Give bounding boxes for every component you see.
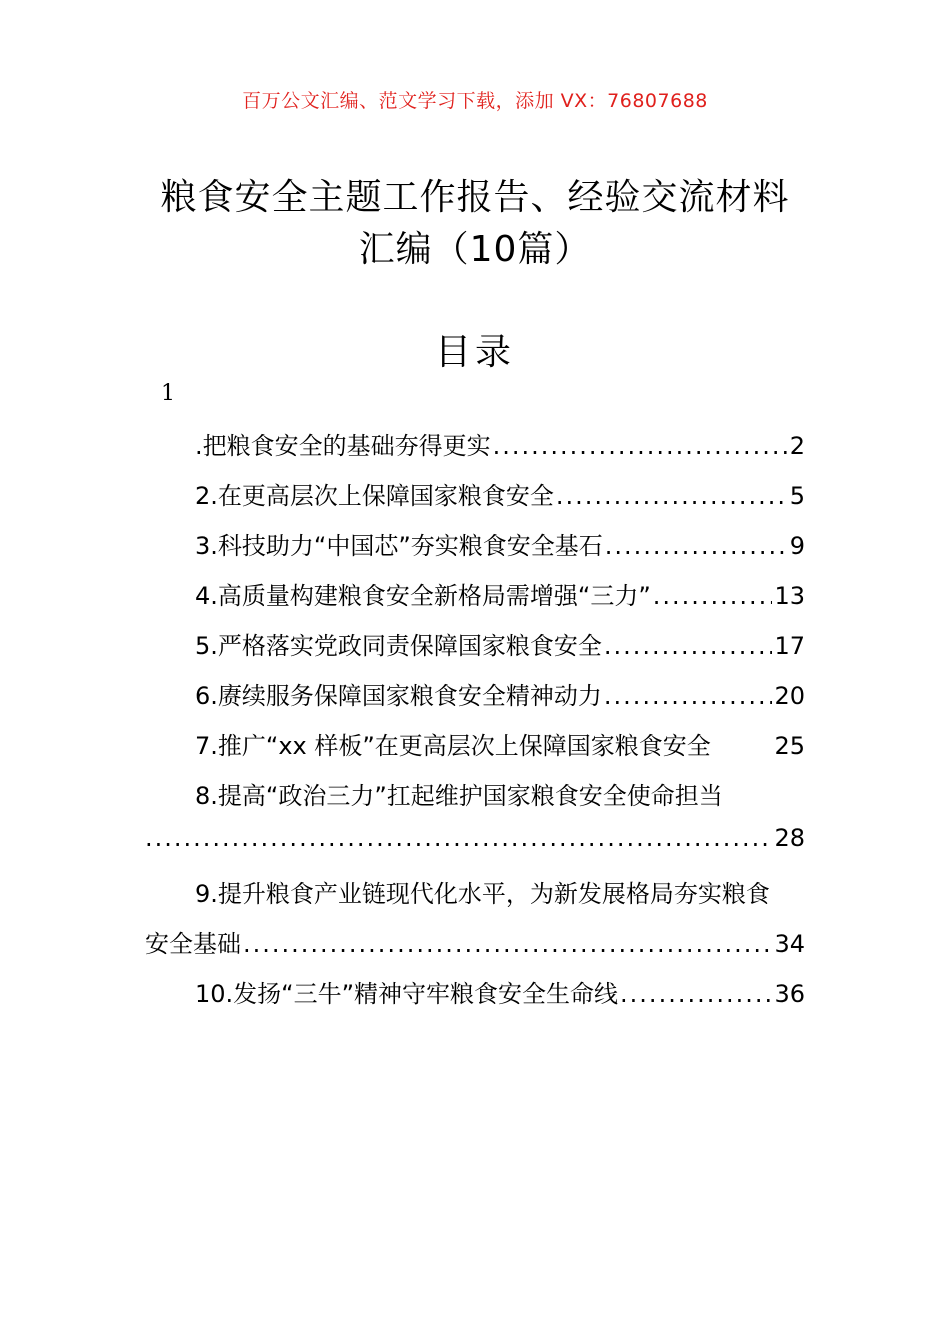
toc-entry-page: 13 xyxy=(774,582,805,610)
toc-entry-title: 9.提升粮食产业链现代化水平，为新发展格局夯实粮食 xyxy=(195,880,770,908)
toc-entry-title: 2.在更高层次上保障国家粮食安全 xyxy=(195,482,554,510)
toc-entry-4[interactable] xyxy=(145,576,805,610)
toc-entry-5[interactable] xyxy=(145,626,805,660)
toc-leader-dots xyxy=(493,432,788,460)
toc-leader-dots xyxy=(604,632,773,660)
toc-entry-title: .把粮食安全的基础夯得更实 xyxy=(195,432,491,460)
toc-leader-dots xyxy=(556,482,788,510)
toc-entry-page: 9 xyxy=(789,532,805,560)
toc-entry-1[interactable] xyxy=(145,426,805,460)
toc-entry-title: 5.严格落实党政同责保障国家粮食安全 xyxy=(195,632,602,660)
toc-entry-page: 28 xyxy=(774,824,805,852)
toc-entry-10[interactable] xyxy=(145,974,805,1008)
toc-entry-2[interactable] xyxy=(145,476,805,510)
toc-entry-title: 10.发扬“三牛”精神守牢粮食安全生命线 xyxy=(195,980,619,1008)
toc-leader-dots xyxy=(605,532,788,560)
toc-leader-dots xyxy=(145,824,772,852)
toc-entry-page: 20 xyxy=(774,682,805,710)
toc-entry-page: 2 xyxy=(789,432,805,460)
toc-entry-page: 34 xyxy=(774,930,805,958)
toc-entry-9[interactable] xyxy=(145,874,805,908)
toc-heading: 目录 xyxy=(434,332,515,373)
toc-leader-dots xyxy=(243,930,772,958)
toc-entry-title: 6.赓续服务保障国家粮食安全精神动力 xyxy=(195,682,602,710)
stray-page-number: 1 xyxy=(161,381,175,406)
toc-entry-3[interactable] xyxy=(145,526,805,560)
toc-entry-page: 17 xyxy=(774,632,805,660)
toc-entry-8-continuation[interactable] xyxy=(145,824,805,858)
toc-entry-6[interactable] xyxy=(145,676,805,710)
toc-entry-page: 36 xyxy=(774,980,805,1008)
toc-entry-title: 3.科技助力“中国芯”夯实粮食安全基石 xyxy=(195,532,603,560)
toc-entry-title-continued: 安全基础 xyxy=(145,930,241,958)
toc-entry-page: 25 xyxy=(774,732,805,760)
toc-leader-dots xyxy=(620,980,772,1008)
header-banner: 百万公文汇编、范文学习下载，添加 VX：76807688 xyxy=(242,90,708,112)
toc-entry-page: 5 xyxy=(789,482,805,510)
toc-entry-7[interactable] xyxy=(145,726,805,760)
document-title: 粮食安全主题工作报告、经验交流材料汇编（10篇） xyxy=(160,177,790,270)
toc-entry-title: 7.推广“xx 样板”在更高层次上保障国家粮食安全 xyxy=(195,732,711,760)
toc-entry-8[interactable] xyxy=(145,776,805,810)
toc-leader-dots xyxy=(653,582,773,610)
toc-entry-title: 4.高质量构建粮食安全新格局需增强“三力” xyxy=(195,582,651,610)
toc-entry-9-continuation[interactable] xyxy=(145,924,805,958)
toc-entry-title: 8.提高“政治三力”扛起维护国家粮食安全使命担当 xyxy=(195,782,723,810)
toc-leader-dots xyxy=(604,682,773,710)
